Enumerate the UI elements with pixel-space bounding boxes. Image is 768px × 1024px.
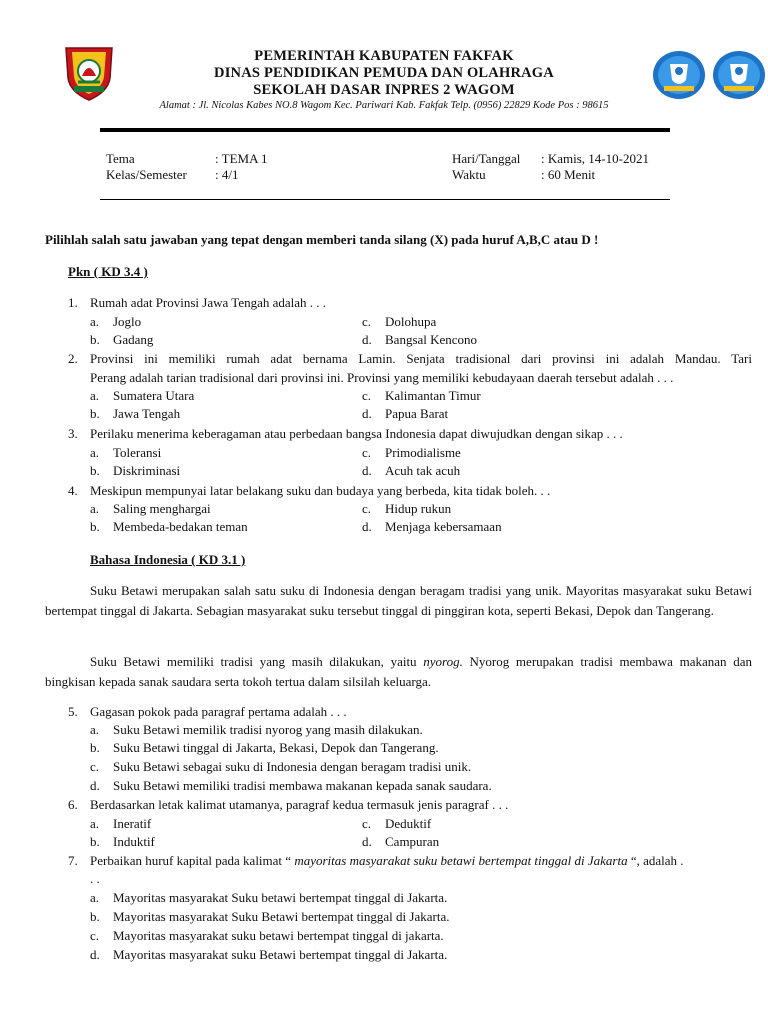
tema-label: Tema <box>106 151 135 166</box>
q5-d-letter: d. <box>90 778 100 793</box>
q1-a-letter: a. <box>90 314 100 329</box>
q5-c-letter: c. <box>90 759 100 774</box>
q4-d-letter: d. <box>362 519 372 534</box>
passage-p2-post: Nyorog merupakan tradisi membawa makanan dan bingkisan kepada sanak saudara serta tokoh tertua dalam silsilah keluarga. <box>45 654 752 689</box>
passage-p2-pre: Suku Betawi memiliki tradisi yang masih dilakukan, yaitu <box>90 654 424 669</box>
q4-option-a: Saling menghargai <box>113 501 211 516</box>
q6-option-b: Induktif <box>113 834 155 849</box>
q6-option-c: Deduktif <box>385 816 432 831</box>
q2-c-letter: c. <box>362 388 372 403</box>
q6-option-d: Campuran <box>385 834 440 849</box>
q3-option-a: Toleransi <box>113 445 162 460</box>
q3-c-letter: c. <box>362 445 372 460</box>
header-divider <box>100 128 670 132</box>
instruction: Pilihlah salah satu jawaban yang tepat dengan memberi tanda silang (X) pada huruf A,B,C atau D ! <box>45 232 599 247</box>
q1-option-c: Dolohupa <box>385 314 437 329</box>
q1-option-b: Gadang <box>113 332 154 347</box>
question-1-number: 1. <box>68 295 78 310</box>
question-7-number: 7. <box>68 853 78 868</box>
q7-pre: Perbaikan huruf kapital pada kalimat “ <box>90 853 295 868</box>
q7-quote: mayoritas masyarakat suku betawi bertempat tinggal di Jakarta <box>294 853 628 868</box>
q1-option-a: Joglo <box>113 314 142 329</box>
q4-option-c: Hidup rukun <box>385 501 452 516</box>
q4-c-letter: c. <box>362 501 372 516</box>
q2-option-c: Kalimantan Timur <box>385 388 481 403</box>
waktu-label: Waktu <box>452 167 486 182</box>
q1-option-d: Bangsal Kencono <box>385 332 478 347</box>
q7-c-letter: c. <box>90 928 100 943</box>
q5-option-a: Suku Betawi memilik tradisi nyorog yang masih dilakukan. <box>113 722 423 737</box>
q3-d-letter: d. <box>362 463 372 478</box>
q2-option-a: Sumatera Utara <box>113 388 195 403</box>
question-5-text: Gagasan pokok pada paragraf pertama adalah . . . <box>90 704 347 719</box>
question-6-text: Berdasarkan letak kalimat utamanya, paragraf kedua termasuk jenis paragraf . . . <box>90 797 509 812</box>
q4-a-letter: a. <box>90 501 100 516</box>
q2-a-letter: a. <box>90 388 100 403</box>
q2-option-b: Jawa Tengah <box>113 406 181 421</box>
q6-b-letter: b. <box>90 834 100 849</box>
q7-post: “, adalah . <box>627 853 684 868</box>
tanggal-label: Hari/Tanggal <box>452 151 521 166</box>
q3-option-b: Diskriminasi <box>113 463 181 478</box>
q7-b-letter: b. <box>90 909 100 924</box>
q2-d-letter: d. <box>362 406 372 421</box>
question-7-text <box>90 852 684 871</box>
q2-b-letter: b. <box>90 406 100 421</box>
question-7-continuation: . . <box>90 871 100 886</box>
q7-d-letter: d. <box>90 947 100 962</box>
tanggal-value: : Kamis, 14-10-2021 <box>541 151 649 166</box>
q6-d-letter: d. <box>362 834 372 849</box>
q3-option-d: Acuh tak acuh <box>385 463 461 478</box>
q3-b-letter: b. <box>90 463 100 478</box>
tema-value: : TEMA 1 <box>215 151 268 166</box>
q6-a-letter: a. <box>90 816 100 831</box>
q4-option-d: Menjaga kebersamaan <box>385 519 502 534</box>
q6-c-letter: c. <box>362 816 372 831</box>
question-3-number: 3. <box>68 426 78 441</box>
q1-b-letter: b. <box>90 332 100 347</box>
q7-a-letter: a. <box>90 890 100 905</box>
q5-option-c: Suku Betawi sebagai suku di Indonesia dengan beragam tradisi unik. <box>113 759 472 774</box>
q7-option-b: Mayoritas masyarakat Suku Betawi bertempat tinggal di Jakarta. <box>113 909 450 924</box>
header-line-1: PEMERINTAH KABUPATEN FAKFAK <box>254 48 514 64</box>
q5-b-letter: b. <box>90 740 100 755</box>
q7-option-c: Mayoritas masyarakat suku betawi bertempat tinggal di jakarta. <box>113 928 444 943</box>
q3-a-letter: a. <box>90 445 100 460</box>
q6-option-a: Ineratif <box>113 816 152 831</box>
question-2-line-2: Perang adalah tarian tradisional dari provinsi ini. Provinsi yang memiliki kebudayaan daerah tersebut adalah . . . <box>90 370 674 385</box>
q5-a-letter: a. <box>90 722 100 737</box>
q1-c-letter: c. <box>362 314 372 329</box>
question-2-number: 2. <box>68 351 78 366</box>
section-bindo-title: Bahasa Indonesia ( KD 3.1 ) <box>90 552 246 567</box>
kelas-value: : 4/1 <box>215 167 239 182</box>
header-line-2: DINAS PENDIDIKAN PEMUDA DAN OLAHRAGA <box>214 65 554 81</box>
meta-divider <box>100 199 670 200</box>
q7-option-d: Mayoritas masyarakat suku Betawi bertempat tinggal di Jakarta. <box>113 947 448 962</box>
q4-b-letter: b. <box>90 519 100 534</box>
section-pkn-title: Pkn ( KD 3.4 ) <box>68 264 148 279</box>
question-5-number: 5. <box>68 704 78 719</box>
question-1-text: Rumah adat Provinsi Jawa Tengah adalah . . . <box>90 295 327 310</box>
q5-option-b: Suku Betawi tinggal di Jakarta, Bekasi, Depok dan Tangerang. <box>113 740 439 755</box>
regency-logo <box>60 44 118 102</box>
q4-option-b: Membeda-bedakan teman <box>113 519 248 534</box>
passage-p2-italic: nyorog. <box>423 654 463 669</box>
question-6-number: 6. <box>68 797 78 812</box>
passage-paragraph-1: Suku Betawi merupakan salah satu suku di Indonesia dengan beragam tradisi yang unik. Mayoritas masyarakat suku Betawi bertempat tinggal di Jakarta. Sebagian masyarakat suku tersebut tinggal di pinggiran kota, seperti Bekasi, Depok dan Tangerang. <box>45 583 752 618</box>
q3-option-c: Primodialisme <box>385 445 461 460</box>
q2-option-d: Papua Barat <box>385 406 449 421</box>
kelas-label: Kelas/Semester <box>106 167 187 182</box>
q7-option-a: Mayoritas masyarakat Suku betawi bertempat tinggal di Jakarta. <box>113 890 448 905</box>
question-4-number: 4. <box>68 483 78 498</box>
header-line-3: SEKOLAH DASAR INPRES 2 WAGOM <box>253 82 515 98</box>
waktu-value: : 60 Menit <box>541 167 596 182</box>
passage-paragraph-2 <box>45 652 752 691</box>
question-4-text: Meskipun mempunyai latar belakang suku dan budaya yang berbeda, kita tidak boleh. . . <box>90 483 551 498</box>
school-address: Alamat : Jl. Nicolas Kabes NO.8 Wagom Kec. Pariwari Kab. Fakfak Telp. (0956) 22829 Kode Pos : 98615 <box>159 100 609 111</box>
q5-option-d: Suku Betawi memiliki tradisi membawa makanan kepada sanak saudara. <box>113 778 492 793</box>
tut-wuri-logo-1 <box>652 50 706 100</box>
q1-d-letter: d. <box>362 332 372 347</box>
tut-wuri-logo-2 <box>712 50 766 100</box>
question-2-line-1: Provinsi ini memiliki rumah adat bernama Lamin. Senjata tradisional dari provinsi ini adalah Mandau. Tari <box>90 351 752 366</box>
question-3-text: Perilaku menerima keberagaman atau perbedaan bangsa Indonesia dapat diwujudkan dengan sikap . . . <box>90 426 623 441</box>
